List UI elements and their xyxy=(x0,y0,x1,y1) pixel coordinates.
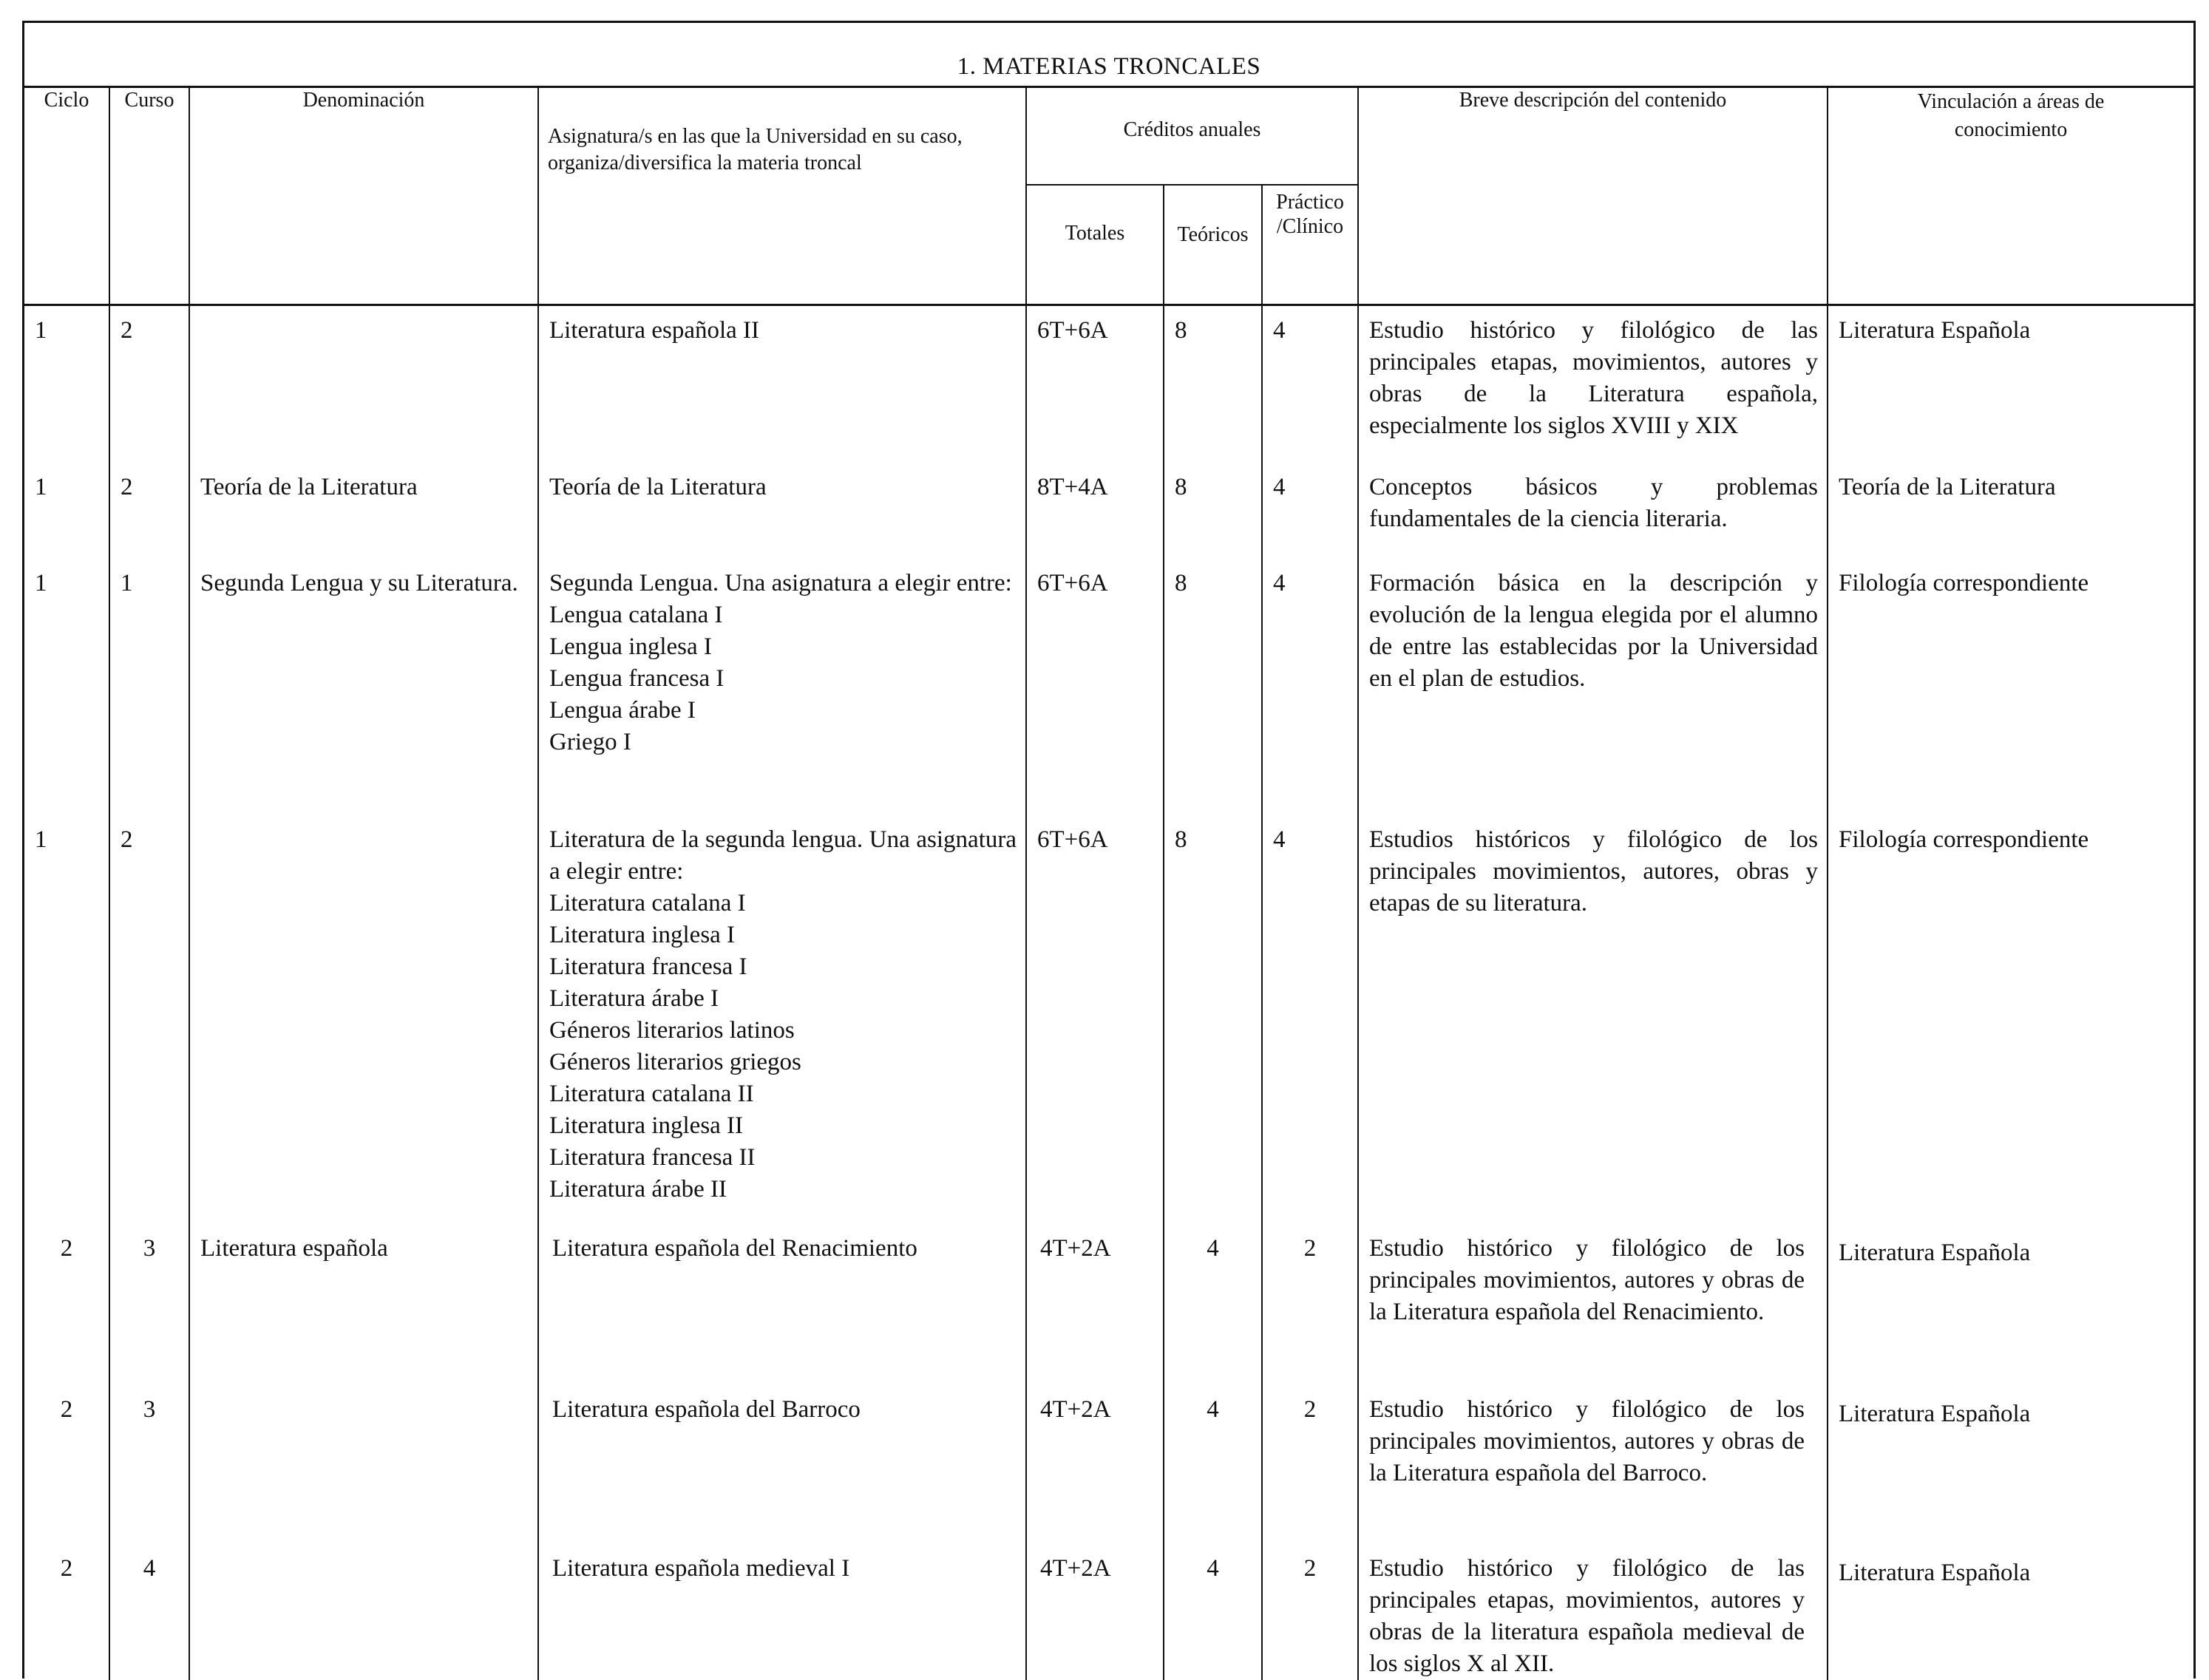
cell-practico: 2 xyxy=(1303,1395,1317,1423)
header-descripcion: Breve descripción del contenido xyxy=(1358,88,1828,305)
cell-denominacion: Segunda Lengua y su Literatura. xyxy=(200,569,518,596)
table-row xyxy=(24,559,2193,815)
header-ciclo: Ciclo xyxy=(24,88,109,305)
cell-totales: 6T+6A xyxy=(1037,826,1108,853)
cell-vinculacion: Literatura Española xyxy=(1839,1559,2031,1586)
header-teoricos: Teóricos xyxy=(1164,185,1262,305)
cell-practico: 4 xyxy=(1273,473,1286,500)
cell-totales: 4T+2A xyxy=(1040,1554,1111,1582)
cell-practico: 2 xyxy=(1303,1554,1317,1582)
list-item: Lengua inglesa I xyxy=(549,633,712,660)
table-row xyxy=(24,1544,2193,1680)
header-creditos: Créditos anuales xyxy=(1026,88,1358,185)
cell-curso: 2 xyxy=(121,473,133,500)
list-item: Géneros literarios latinos xyxy=(549,1016,795,1044)
cell-asignatura: Literatura española medieval I xyxy=(552,1554,850,1582)
cell-practico: 4 xyxy=(1273,569,1286,596)
cell-descripcion: Formación básica en la descripción y evolución de la lengua elegida por el alumno de entre las establecidas por la Universidad en el plan de estudios. xyxy=(1369,569,1819,692)
cell-totales: 6T+6A xyxy=(1037,317,1108,344)
cell-vinculacion: Literatura Española xyxy=(1839,1239,2031,1266)
cell-curso: 2 xyxy=(121,826,133,853)
cell-descripcion: Estudio histórico y filológico de las principales etapas, movimientos, autores y obras de la Literatura española, especialmente los siglos XVIII y XIX xyxy=(1369,317,1819,439)
cell-asignatura: Segunda Lengua. Una asignatura a elegir entre: xyxy=(549,569,1012,596)
cell-teoricos: 4 xyxy=(1207,1234,1219,1262)
cell-descripcion: Estudio histórico y filológico de los principales movimientos, autores y obras de la Literatura española del Renacimiento. xyxy=(1369,1234,1805,1325)
list-item: Literatura inglesa II xyxy=(549,1112,744,1139)
list-item: Literatura catalana I xyxy=(549,889,746,916)
list-item: Literatura catalana II xyxy=(549,1080,754,1107)
cell-vinculacion: Literatura Española xyxy=(1839,1400,2031,1427)
cell-ciclo: 1 xyxy=(35,317,47,344)
cell-totales: 4T+2A xyxy=(1040,1395,1111,1423)
cell-ciclo: 2 xyxy=(60,1554,73,1582)
cell-descripcion: Estudio histórico y filológico de los principales movimientos, autores y obras de la Literatura española del Barroco. xyxy=(1369,1395,1805,1486)
list-item: Lengua árabe I xyxy=(549,696,696,724)
cell-descripcion: Estudios históricos y filológico de los principales movimientos, autores, obras y etapas de su literatura. xyxy=(1369,826,1819,916)
table-row xyxy=(24,1224,2193,1385)
header-denominacion: Denominación xyxy=(189,88,538,305)
cell-teoricos: 8 xyxy=(1175,569,1187,596)
cell-curso: 4 xyxy=(143,1554,156,1582)
list-item: Literatura inglesa I xyxy=(549,921,736,948)
list-item: Literatura francesa II xyxy=(549,1143,756,1171)
header-vinculacion: Vinculación a áreas de conocimiento xyxy=(1828,88,2193,305)
materias-table xyxy=(24,88,2193,1680)
section-title: 1. MATERIAS TRONCALES xyxy=(957,53,1261,80)
cell-asignatura: Literatura española del Barroco xyxy=(552,1395,861,1423)
list-item: Literatura árabe II xyxy=(549,1175,727,1203)
cell-ciclo: 2 xyxy=(60,1395,73,1423)
cell-vinculacion: Filología correspondiente xyxy=(1839,569,2089,596)
table-row xyxy=(24,1385,2193,1544)
header-asignaturas: Asignatura/s en las que la Universidad en su caso, organiza/diversifica la materia troncal xyxy=(538,88,1026,305)
cell-asignatura: Teoría de la Literatura xyxy=(549,473,767,500)
list-item: Griego I xyxy=(549,728,631,755)
cell-curso: 2 xyxy=(121,317,133,344)
list-item: Literatura árabe I xyxy=(549,984,719,1012)
cell-curso: 3 xyxy=(143,1395,156,1423)
table-row xyxy=(24,815,2193,1224)
cell-curso: 3 xyxy=(143,1234,156,1262)
header-practico: Práctico /Clínico xyxy=(1262,185,1358,305)
cell-asignatura: Literatura española del Renacimiento xyxy=(552,1234,917,1262)
cell-totales: 8T+4A xyxy=(1037,473,1108,500)
table-row xyxy=(24,305,2193,463)
cell-ciclo: 1 xyxy=(35,473,47,500)
list-item: Literatura francesa I xyxy=(549,953,747,980)
section-title-row xyxy=(24,23,2193,88)
cell-descripcion: Estudio histórico y filológico de las principales etapas, movimientos, autores y obras de la literatura española medieval de los siglos X al XII. xyxy=(1369,1554,1805,1677)
cell-ciclo: 1 xyxy=(35,826,47,853)
cell-vinculacion: Teoría de la Literatura xyxy=(1839,473,2056,500)
cell-practico: 4 xyxy=(1273,826,1286,853)
cell-teoricos: 4 xyxy=(1207,1554,1219,1582)
list-item: Géneros literarios griegos xyxy=(549,1048,801,1075)
cell-denominacion: Literatura española xyxy=(200,1234,388,1262)
cell-curso: 1 xyxy=(121,569,133,596)
table-row xyxy=(24,463,2193,559)
cell-practico: 2 xyxy=(1303,1234,1317,1262)
cell-practico: 4 xyxy=(1273,317,1286,344)
document-page xyxy=(22,21,2196,1679)
list-item: Lengua catalana I xyxy=(549,601,723,628)
cell-vinculacion: Filología correspondiente xyxy=(1839,826,2089,853)
cell-asignatura: Literatura de la segunda lengua. Una asignatura a elegir entre: xyxy=(549,826,1017,885)
cell-asignatura: Literatura española II xyxy=(549,317,760,344)
header-totales: Totales xyxy=(1026,185,1164,305)
cell-descripcion: Conceptos básicos y problemas fundamentales de la ciencia literaria. xyxy=(1369,473,1819,532)
list-item: Lengua francesa I xyxy=(549,664,725,692)
cell-denominacion: Teoría de la Literatura xyxy=(200,473,418,500)
cell-teoricos: 8 xyxy=(1175,473,1187,500)
cell-ciclo: 1 xyxy=(35,569,47,596)
cell-totales: 6T+6A xyxy=(1037,569,1108,596)
cell-ciclo: 2 xyxy=(60,1234,73,1262)
header-curso: Curso xyxy=(109,88,189,305)
cell-teoricos: 4 xyxy=(1207,1395,1219,1423)
cell-totales: 4T+2A xyxy=(1040,1234,1111,1262)
cell-teoricos: 8 xyxy=(1175,317,1187,344)
cell-teoricos: 8 xyxy=(1175,826,1187,853)
cell-vinculacion: Literatura Española xyxy=(1839,317,2031,344)
